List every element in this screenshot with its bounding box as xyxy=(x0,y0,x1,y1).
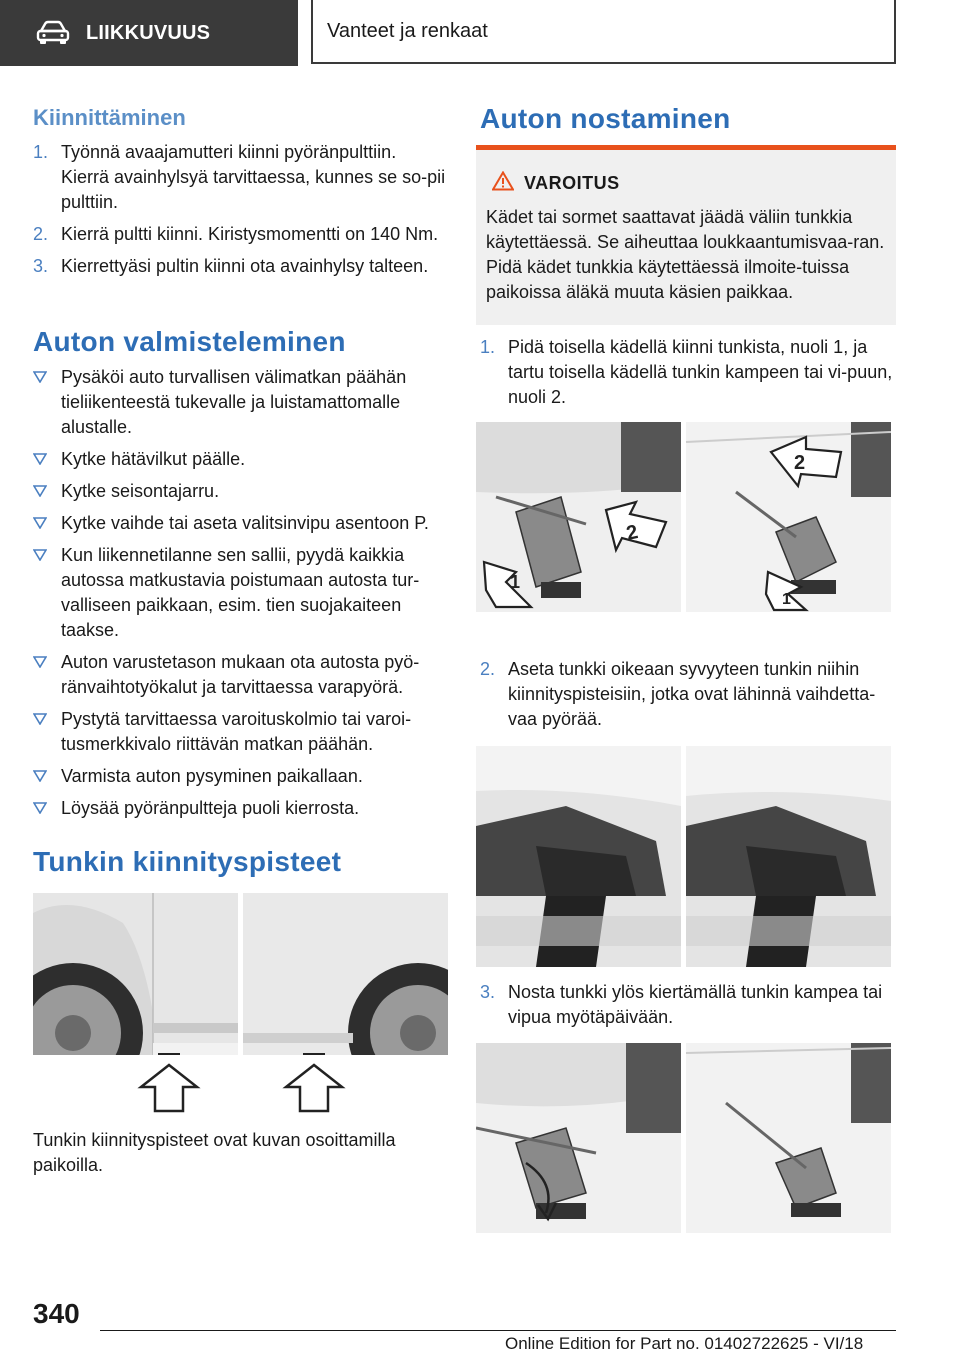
jack-hold-image xyxy=(476,422,891,612)
section-title: LIIKKUVUUS xyxy=(86,21,211,44)
chapter-title: Vanteet ja renkaat xyxy=(327,19,488,42)
triangle-bullet-icon xyxy=(33,453,47,465)
edition-text: Online Edition for Part no. 01402722625 - VI/18 xyxy=(505,1334,864,1353)
list-item: Kytke hätävilkut päälle. xyxy=(33,447,448,472)
list-item: Löysää pyöränpultteja puoli kierrosta. xyxy=(33,796,448,821)
triangle-bullet-icon xyxy=(33,656,47,668)
valmisteleminen-list xyxy=(33,365,448,828)
chapter-tab xyxy=(311,0,896,64)
triangle-bullet-icon xyxy=(33,770,47,782)
list-item: Kun liikennetilanne sen sallii, pyydä kaikkia autossa matkustavia poistumaan autosta tur-valliseen paikkaan, esim. tien suojakaiteen taakse. xyxy=(33,543,448,643)
warning-box xyxy=(476,145,896,325)
jacking-points-image xyxy=(33,893,448,1114)
triangle-bullet-icon xyxy=(33,549,47,561)
list-item: 2. Kierrä pultti kiinni. Kiristysmomentti on 140 Nm. xyxy=(33,224,439,244)
jack-placement-image xyxy=(476,746,891,967)
list-item: 3. Nosta tunkki ylös kiertämällä tunkin kampea tai vipua myötäpäivään. xyxy=(480,982,883,1027)
triangle-bullet-icon xyxy=(33,713,47,725)
arrow-label-1b: 1 xyxy=(782,591,791,608)
list-item: Pystytä tarvittaessa varoituskolmio tai varoi-tusmerkkivalo riittävän matkan päähän. xyxy=(33,707,448,757)
arrow-label-2b: 2 xyxy=(794,452,806,474)
jacking-points-caption: Tunkin kiinnityspisteet ovat kuvan osoittamilla paikoilla. xyxy=(33,1130,396,1175)
list-item: Kytke vaihde tai aseta valitsinvipu asentoon P. xyxy=(33,511,448,536)
warning-title: VAROITUS xyxy=(524,173,620,193)
heading-valmisteleminen: Auton valmisteleminen xyxy=(33,326,346,357)
warning-text: Kädet tai sormet saattavat jäädä väliin tunkkia käytettäessä. Se aiheuttaa loukkaantumisvaa-ran. Pidä kädet tunkkia käytettäessä ilmoite-tuissa paikoissa äläkä muuta käsien paikkaa. xyxy=(486,207,885,302)
nostaminen-step-1 xyxy=(480,335,896,417)
nostaminen-step-2 xyxy=(480,657,896,739)
triangle-bullet-icon xyxy=(33,485,47,497)
heading-nostaminen: Auton nostaminen xyxy=(480,103,731,134)
warning-triangle-icon xyxy=(492,171,514,191)
heading-kiinnittaminen: Kiinnittäminen xyxy=(33,105,186,130)
warning-bar xyxy=(476,145,896,150)
section-tab xyxy=(0,0,298,66)
triangle-bullet-icon xyxy=(33,371,47,383)
car-icon xyxy=(36,20,70,46)
triangle-bullet-icon xyxy=(33,802,47,814)
jack-lifting-image xyxy=(476,1043,891,1233)
arrow-label-2: 2 xyxy=(624,521,640,545)
list-item: Kytke seisontajarru. xyxy=(33,479,448,504)
nostaminen-step-3 xyxy=(480,980,896,1037)
list-item: 1. Pidä toisella kädellä kiinni tunkista, nuoli 1, ja tartu toisella kädellä tunkin kampeen tai vi-puun, nuoli 2. xyxy=(480,337,893,407)
list-item: Pysäköi auto turvallisen välimatkan päähän tieliikenteestä tukevalle ja luistamattomalle alustalle. xyxy=(33,365,448,440)
heading-kiinnityspisteet: Tunkin kiinnityspisteet xyxy=(33,846,342,877)
triangle-bullet-icon xyxy=(33,517,47,529)
list-item: 1. Työnnä avaajamutteri kiinni pyöränpulttiin. Kierrä avainhylsyä tarvittaessa, kunnes se so-pii pulttiin. xyxy=(33,142,446,212)
page-number: 340 xyxy=(33,1298,80,1329)
footer-divider xyxy=(100,1330,896,1331)
list-item: 2. Aseta tunkki oikeaan syvyyteen tunkin niihin kiinnityspisteisiin, jotka ovat lähinnä vaihdetta-vaa pyörää. xyxy=(480,659,876,729)
list-item: Varmista auton pysyminen paikallaan. xyxy=(33,764,448,789)
list-item: 3. Kierrettyäsi pultin kiinni ota avainhylsy talteen. xyxy=(33,256,429,276)
kiinnittaminen-steps xyxy=(33,140,448,286)
list-item: Auton varustetason mukaan ota autosta pyö-ränvaihtotyökalut ja tarvittaessa varapyörä. xyxy=(33,650,448,700)
arrow-label-1: 1 xyxy=(510,572,521,592)
